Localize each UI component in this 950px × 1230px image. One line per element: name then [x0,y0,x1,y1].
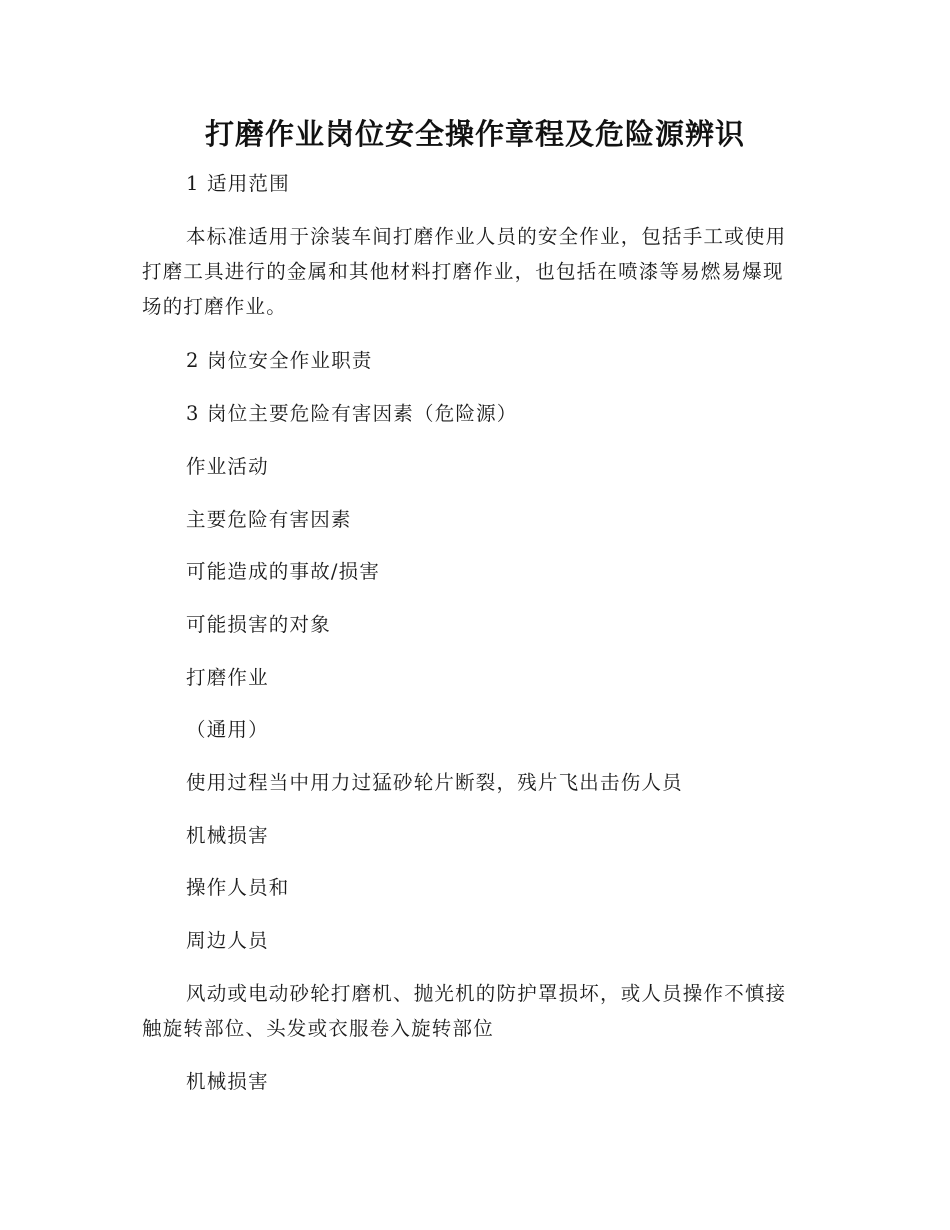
section-heading-hazards: 3 岗位主要危险有害因素（危险源） [186,402,518,425]
table-cell-target-1a: 操作人员和 [186,876,290,899]
table-cell-hazard-1: 使用过程当中用力过猛砂轮片断裂，残片飞出击伤人员 [186,771,683,794]
table-cell-target-1b: 周边人员 [186,929,269,952]
document-title: 打磨作业岗位安全操作章程及危险源辨识 [204,117,745,151]
section-heading-scope: 1 适用范围 [186,172,290,195]
table-cell-activity-header: 作业活动 [186,455,269,478]
table-cell-accident-header: 可能造成的事故/损害 [186,560,381,583]
table-cell-activity-note: （通用） [186,718,269,741]
section-heading-duties: 2 岗位安全作业职责 [186,349,373,372]
table-cell-accident-2: 机械损害 [186,1070,269,1093]
paragraph-scope-text: 本标准适用于涂装车间打磨作业人员的安全作业，包括手工或使用打磨工具进行的金属和其他材料打磨作业，也包括在喷漆等易燃易爆现场的打磨作业。 [142,225,787,318]
table-cell-hazard-2: 风动或电动砂轮打磨机、抛光机的防护罩损坏，或人员操作不慎接触旋转部位、头发或衣服卷入旋转部位 [142,982,787,1040]
table-cell-hazard-header: 主要危险有害因素 [186,508,352,531]
table-cell-target-header: 可能损害的对象 [186,613,331,636]
table-cell-activity: 打磨作业 [186,666,269,689]
table-cell-accident-1: 机械损害 [186,824,269,847]
